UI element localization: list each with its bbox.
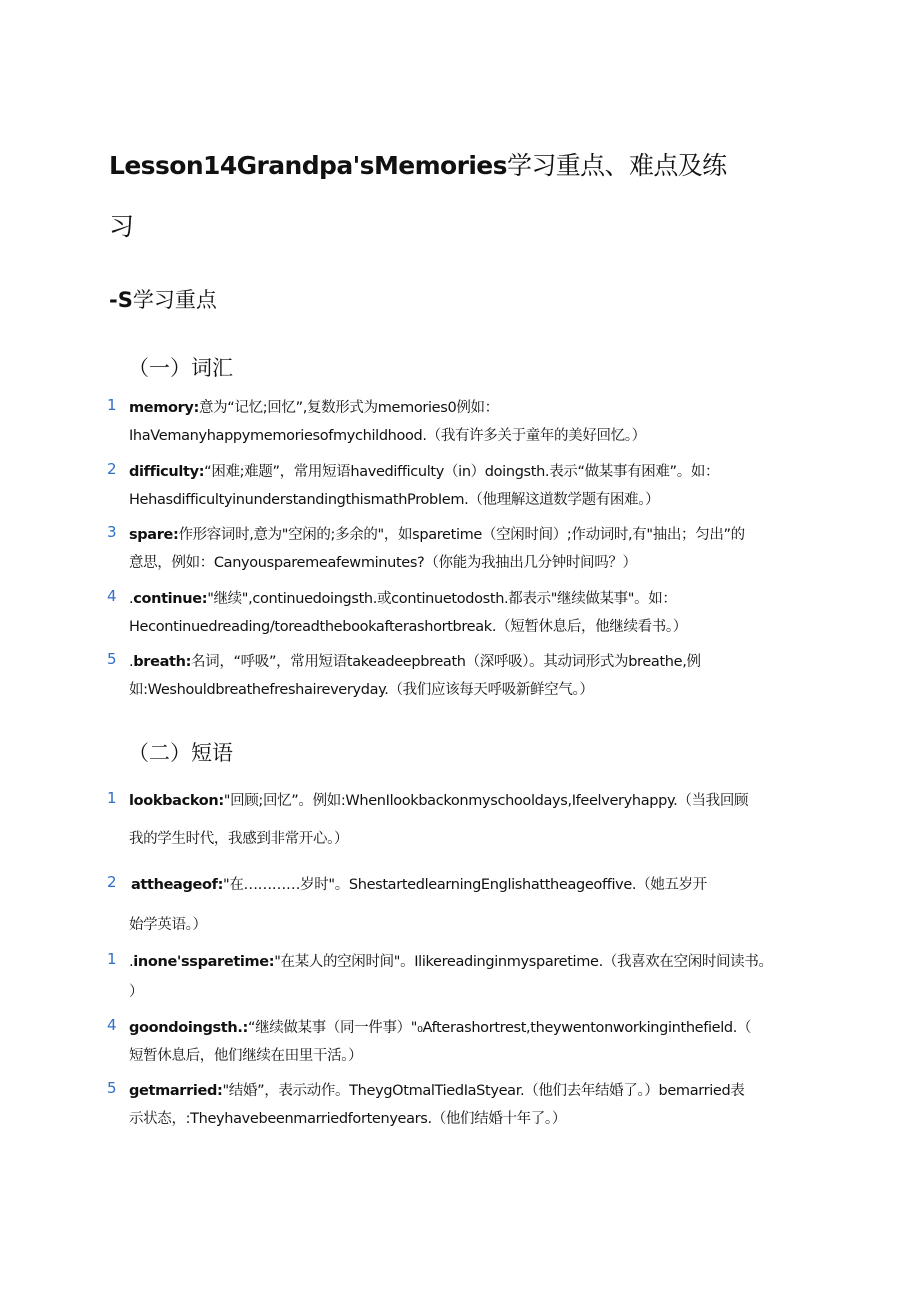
item-line-2: 短暂休息后，他们继续在田里干活。） bbox=[129, 1048, 363, 1064]
item-lead: . bbox=[129, 954, 134, 970]
item-line-2: 示状态，:Theyhavebeenmarriedfortenyears.（他们结婚十年了。） bbox=[129, 1111, 566, 1127]
item-line-2: IhaVemanyhappymemoriesofmychildhood.（我有许多关于童年的美好回忆。） bbox=[129, 428, 646, 444]
item-term: goondoingsth.: bbox=[129, 1020, 248, 1036]
item-lead: . bbox=[129, 654, 134, 670]
item-line-1 bbox=[129, 1079, 744, 1100]
item-term: breath: bbox=[133, 654, 192, 670]
item-text: 作形容词时,意为"空闲的;多余的"，如sparetime（空闲时间）;作动词时,有"抽出；匀出”的 bbox=[178, 527, 745, 543]
item-line-2: 意思，例如：Canyousparemeafewminutes?（你能为我抽出几分钟时间吗？） bbox=[129, 555, 637, 571]
item-text: "在某人的空闲时间"。Ilikereadinginmysparetime.（我喜欢在空闲时间读书。 bbox=[274, 954, 773, 970]
item-line-1 bbox=[129, 950, 773, 971]
item-line-2: 始学英语。） bbox=[129, 917, 207, 933]
item-term: getmarried: bbox=[129, 1083, 223, 1099]
item-line-1 bbox=[129, 650, 701, 671]
item-line-1 bbox=[131, 873, 707, 894]
item-line-2: 我的学生时代，我感到非常开心。） bbox=[129, 831, 349, 847]
item-line-2: HehasdifficultyinunderstandingthismathProbIem.（他理解这道数学题有困难。） bbox=[129, 492, 660, 508]
item-term: spare: bbox=[129, 527, 179, 543]
item-number: 4 bbox=[107, 1016, 117, 1034]
item-text: "继续",continuedoingsth.或continuetodosth.都表示"继续做某事"。如： bbox=[207, 591, 677, 607]
item-number: 1 bbox=[107, 396, 117, 414]
item-term: continue: bbox=[133, 591, 208, 607]
item-line-1 bbox=[129, 789, 748, 810]
title-bold-2: Memories bbox=[373, 151, 507, 180]
item-term: memory: bbox=[129, 400, 199, 416]
item-number: 1 bbox=[107, 950, 117, 968]
title-bold: Lesson14Grandpa's bbox=[109, 151, 374, 180]
item-number: 2 bbox=[107, 460, 117, 478]
item-term: difficulty: bbox=[129, 464, 205, 480]
item-number: 4 bbox=[107, 587, 117, 605]
page-title-line-2: 习 bbox=[109, 212, 134, 241]
item-text: “继续做某事（同一件事）"₀Afterashortrest,theywentonworkinginthefield.（ bbox=[247, 1020, 752, 1036]
item-term: lookbackon: bbox=[129, 793, 224, 809]
page-title-line-1 bbox=[109, 146, 727, 182]
item-line-2: ） bbox=[129, 984, 144, 1000]
item-line-1 bbox=[129, 460, 719, 481]
item-line-2: 如:Weshouldbreathefreshaireveryday.（我们应该每天呼吸新鲜空气。） bbox=[129, 682, 594, 698]
item-text: "回顾;回忆”。例如:WhenIlookbackonmyschooldays,Ifeelveryhappy.（当我回顾 bbox=[223, 793, 749, 809]
item-line-1 bbox=[129, 587, 677, 608]
item-line-1 bbox=[129, 1016, 751, 1037]
item-number: 5 bbox=[107, 650, 117, 668]
item-number: 5 bbox=[107, 1079, 117, 1097]
item-number: 1 bbox=[107, 789, 117, 807]
phrases-heading: （二）短语 bbox=[128, 741, 233, 765]
item-text: 名词，“呼吸”，常用短语takeadeepbreath（深呼吸）。其动词形式为breathe,例 bbox=[191, 654, 701, 670]
title-rest: 学习重点、难点及练 bbox=[506, 151, 727, 180]
item-term: attheageof: bbox=[131, 877, 224, 893]
vocab-heading: （一）词汇 bbox=[128, 356, 233, 380]
section-label: 学习重点 bbox=[132, 288, 217, 312]
item-line-1 bbox=[129, 396, 499, 417]
item-term: inone'ssparetime: bbox=[133, 954, 275, 970]
item-line-1 bbox=[129, 523, 745, 544]
item-text: "结婚”，表示动作。TheygOtmalTiedIaStyear.（他们去年结婚了。）bemarried表 bbox=[222, 1083, 745, 1099]
section-heading bbox=[109, 284, 217, 314]
item-text: "在…………岁时"。ShestartedlearningEnglishattheageoffive.（她五岁开 bbox=[223, 877, 707, 893]
item-lead: . bbox=[129, 591, 134, 607]
item-number: 3 bbox=[107, 523, 117, 541]
item-line-2: Hecontinuedreading/toreadthebookafterashortbreak.（短暂休息后，他继续看书。） bbox=[129, 619, 687, 635]
item-text: 意为“记忆;回忆”,复数形式为memories0例如： bbox=[198, 400, 499, 416]
item-number: 2 bbox=[107, 873, 117, 891]
section-prefix: -S bbox=[109, 288, 133, 312]
item-text: “困难;难题”，常用短语havedifficulty（in）doingsth.表示“做某事有困难”。如： bbox=[204, 464, 720, 480]
